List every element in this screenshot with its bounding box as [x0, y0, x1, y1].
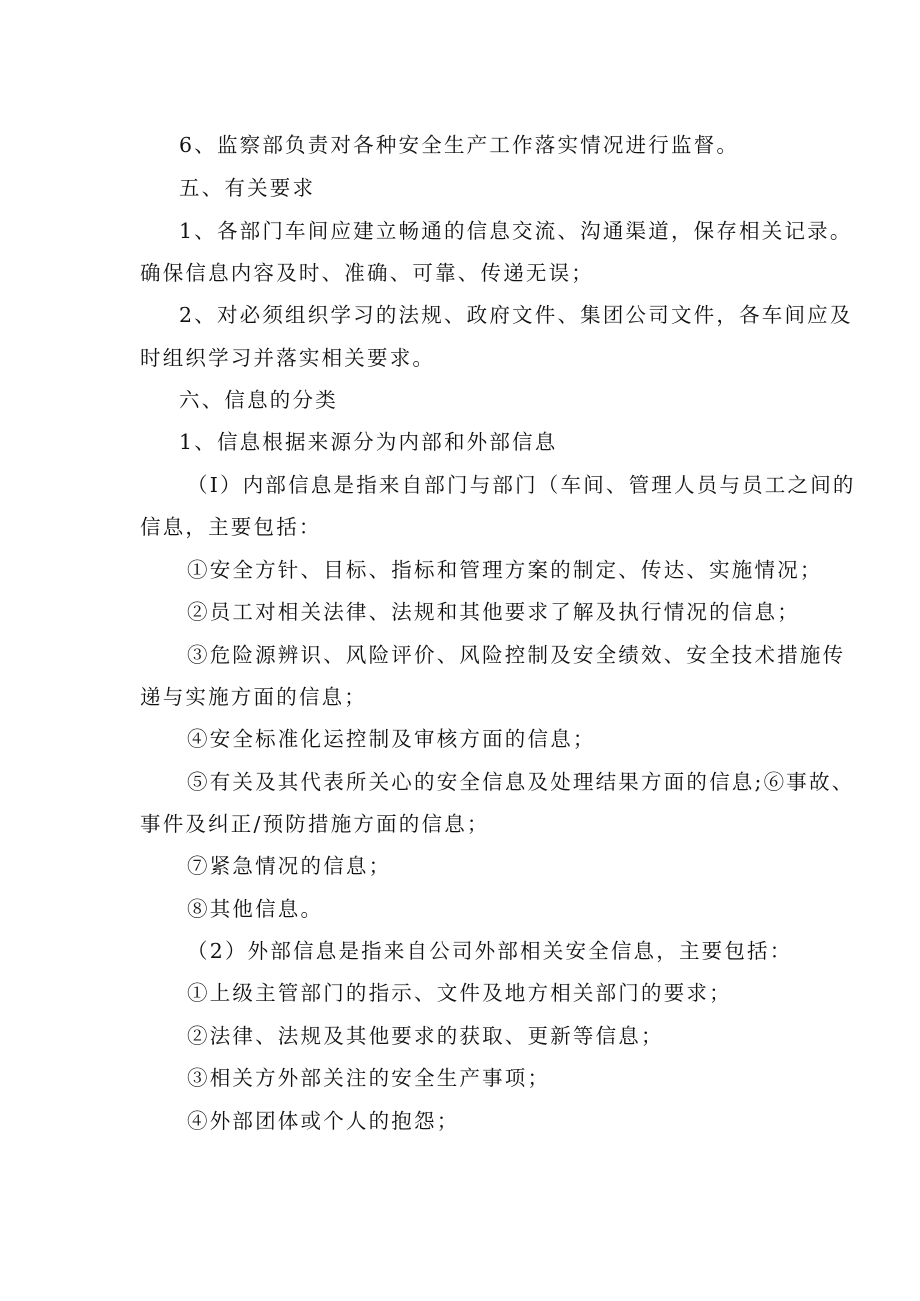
paragraph-internal-info: （I）内部信息是指来自部门与部门（车间、管理人员与员工之间的	[187, 473, 856, 497]
list-item-internal-3: ③危险源辨识、风险评价、风险控制及安全绩效、安全技术措施传	[187, 643, 846, 667]
list-item-external-4: ④外部团体或个人的抱怨；	[187, 1109, 460, 1133]
list-item-external-1: ①上级主管部门的指示、文件及地方相关部门的要求；	[187, 981, 732, 1005]
list-item-internal-3-cont: 递与实施方面的信息；	[140, 685, 367, 709]
paragraph-item-6-supervision: 6、监察部负责对各种安全生产工作落实情况进行监督。	[179, 133, 740, 157]
section-heading-classification: 六、信息的分类	[179, 388, 338, 412]
list-item-internal-5: ⑤有关及其代表所关心的安全信息及处理结果方面的信息;⑥事故、	[187, 770, 855, 794]
paragraph-external-info: （2）外部信息是指来自公司外部相关安全信息，主要包括：	[187, 939, 793, 963]
list-item-internal-2: ②员工对相关法律、法规和其他要求了解及执行情况的信息；	[187, 600, 800, 624]
paragraph-classification-1: 1、信息根据来源分为内部和外部信息	[179, 430, 558, 454]
paragraph-requirement-1: 1、各部门车间应建立畅通的信息交流、沟通渠道，保存相关记录。	[179, 219, 853, 243]
list-item-external-3: ③相关方外部关注的安全生产事项；	[187, 1066, 551, 1090]
paragraph-requirement-2-cont: 时组织学习并落实相关要求。	[140, 346, 436, 370]
list-item-external-2: ②法律、法规及其他要求的获取、更新等信息；	[187, 1024, 664, 1048]
paragraph-requirement-1-cont: 确保信息内容及时、准确、可靠、传递无误；	[140, 261, 594, 285]
paragraph-requirement-2: 2、对必须组织学习的法规、政府文件、集团公司文件，各车间应及	[179, 303, 853, 327]
list-item-internal-4: ④安全标准化运控制及审核方面的信息；	[187, 727, 596, 751]
list-item-internal-7: ⑦紧急情况的信息；	[187, 854, 392, 878]
paragraph-internal-info-cont: 信息，主要包括：	[140, 515, 322, 539]
section-heading-requirements: 五、有关要求	[179, 176, 316, 200]
list-item-internal-6-cont: 事件及纠正/预防措施方面的信息；	[140, 812, 490, 836]
list-item-internal-8: ⑧其他信息。	[187, 897, 324, 921]
list-item-internal-1: ①安全方针、目标、指标和管理方案的制定、传达、实施情况；	[187, 558, 823, 582]
